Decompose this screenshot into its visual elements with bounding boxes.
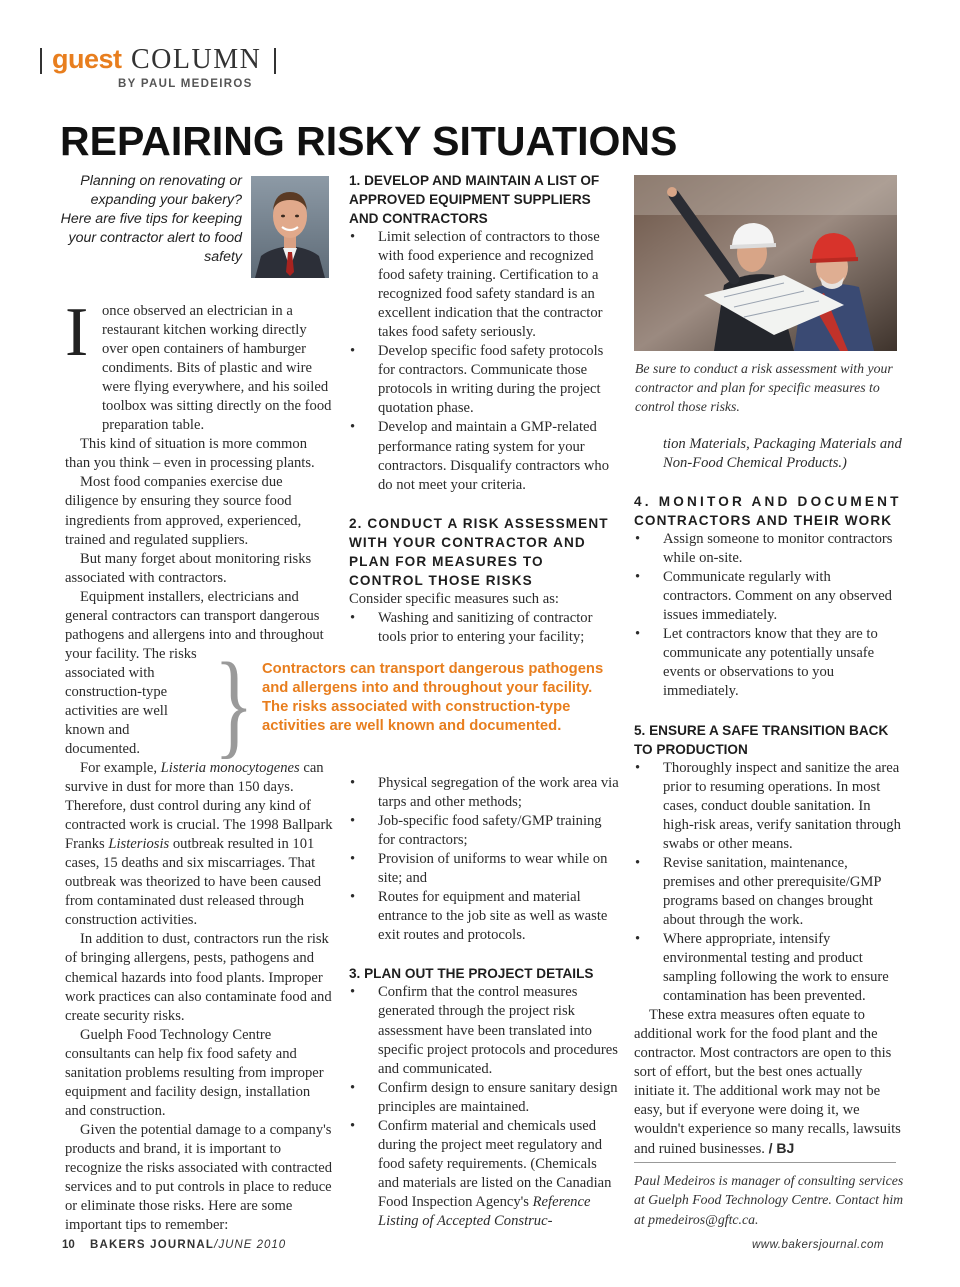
column-2-upper	[349, 171, 619, 647]
byline: BY PAUL MEDEIROS	[118, 78, 253, 90]
list-item: • Washing and sanitizing of contractor tools prior to entering your facility;	[349, 609, 619, 647]
paragraph-4: But many forget about monitoring risks associated with contractors.	[65, 550, 312, 586]
author-headshot	[251, 176, 329, 278]
section-heading-3: 3. PLAN OUT THE PROJECT DETAILS	[349, 966, 594, 982]
paragraph-6: For example, Listeria monocytogenes can survive in dust for more than 150 days. Therefore, dust control during any kind of contracted work is crucial. The 1998 Ballpark Franks Listeriosis outbreak resulted in 101 cases, 15 deaths and six miscarriages. That outbreak was theorized to have been caused from contaminated dust released through construction activities.	[65, 760, 333, 929]
paragraph-5a: Equipment installers, electricians and general contractors can transport dangerous pathogens and allergens into and throughout your facility. The risks	[65, 588, 324, 662]
paragraph-1-text: once observed an electrician in a restaurant kitchen working directly over open containers of hamburger condiments. Bits of plastic and wire were flying everywhere, and his soiled toolbox was sitting directly on the food preparation table.	[102, 303, 332, 434]
intro-blurb: Planning on renovating or expanding your bakery? Here are five tips for keeping your contractor alert to food safety	[60, 173, 242, 265]
footer-left	[62, 1239, 286, 1251]
pullquote-brace-icon: }	[214, 638, 254, 769]
contractors-photo	[634, 175, 897, 351]
bio-divider	[634, 1162, 896, 1163]
list-item: • Physical segregation of the work area via tarps and other methods;	[349, 774, 619, 812]
paragraph-5b: associated with construction-type activities are well known and documented.	[65, 665, 168, 758]
list-item: • Thoroughly inspect and sanitize the area prior to resuming operations. In most cases, conduct double sanitation. In high-risk areas, verify sanitation through swabs or other means.	[634, 759, 902, 854]
list-item: • Confirm material and chemicals used during the project meet regulatory and food safety requirements. (Chemicals and materials are listed on the Canadian Food Inspection Agency's Reference Listing of Accepted Construc-	[349, 1117, 619, 1231]
list-item: • Communicate regularly with contractors. Comment on any observed issues immediately.	[634, 568, 902, 625]
list-item: • Assign someone to monitor contractors while on-site.	[634, 530, 902, 568]
guest-label: guest	[52, 44, 122, 74]
header-divider-right	[274, 48, 276, 74]
paragraph-1	[65, 294, 333, 435]
column-1-narrow	[65, 664, 177, 759]
author-bio: Paul Medeiros is manager of consulting services at Guelph Food Technology Centre. Contact him at pmedeiros@gftc.ca.	[634, 1173, 904, 1227]
page-number: 10	[62, 1239, 75, 1251]
continued-text: tion Materials, Packaging Materials and Non-Food Chemical Products.)	[663, 436, 902, 472]
page-title: REPAIRING RISKY SITUATIONS	[60, 118, 678, 164]
list-item: • Routes for equipment and material entrance to the job site as well as waste exit routes and protocols.	[349, 888, 619, 945]
issue-date: /JUNE 2010	[214, 1239, 287, 1251]
website-link[interactable]: www.bakersjournal.com	[752, 1239, 884, 1251]
column-label: COLUMN	[131, 44, 262, 75]
list-item: • Develop specific food safety protocols for contractors. Communicate those protocols in writing during the project quotation phase.	[349, 342, 619, 418]
list-item: • Limit selection of contractors to those with food experience and recognized food safety training. Certification to a recognized food safety standard is an excellent indication that the contractor takes food safety seriously.	[349, 228, 619, 342]
list-item: • Job-specific food safety/GMP training for contractors;	[349, 812, 619, 850]
section-2-lead: Consider specific measures such as:	[349, 590, 559, 607]
photo-caption: Be sure to conduct a risk assessment with your contractor and plan for specific measures to control those risks.	[635, 361, 893, 414]
column-1-lower	[65, 759, 333, 1235]
section-heading-5: 5. ENSURE A SAFE TRANSITION BACK TO PRODUCTION	[634, 722, 889, 757]
column-1	[65, 294, 333, 664]
list-item: • Let contractors know that they are to communicate any potentially unsafe events or observations to you immediately.	[634, 625, 902, 701]
paragraph-7: In addition to dust, contractors run the risk of bringing allergens, pests, pathogens and chemical hazards into food plants. Improper work practices can also contaminate food and create security risks.	[65, 931, 332, 1024]
column-3	[634, 435, 902, 1160]
list-item: • Confirm that the control measures generated through the project risk assessment have been translated into specific project protocols and procedures and communicated.	[349, 983, 619, 1078]
list-item: • Provision of uniforms to wear while on site; and	[349, 850, 619, 888]
section-heading-1: 1. DEVELOP AND MAINTAIN A LIST OF APPROVED EQUIPMENT SUPPLIERS AND CONTRACTORS	[349, 173, 600, 226]
closing-paragraph: These extra measures often equate to additional work for the food plant and the contractor. Most contractors are open to this sort of effort, but the best ones actually initiate it. The additional work may not be easy, but if everyone were doing it, we wouldn't experience so many recalls, lawsuits and ruined businesses. / BJ	[634, 1007, 901, 1158]
paragraph-2: This kind of situation is more common than you think – even in processing plants.	[65, 436, 315, 472]
list-item: • Where appropriate, intensify environmental testing and product sampling following the work to ensure contamination has been prevented.	[634, 930, 902, 1006]
header-divider-left	[40, 48, 42, 74]
paragraph-3: Most food companies exercise due diligence by ensuring they source food ingredients from approved, experienced, trained and regulated suppliers.	[65, 474, 302, 548]
sign-off: / BJ	[768, 1140, 795, 1157]
section-heading-4: 4. MONITOR AND DOCUMENT CONTRACTORS AND THEIR WORK	[634, 494, 902, 529]
list-item: • Confirm design to ensure sanitary design principles are maintained.	[349, 1079, 619, 1117]
paragraph-8: Guelph Food Technology Centre consultants can help fix food safety and sanitation problems resulting from improper equipment and facility design, installation and construction.	[65, 1026, 324, 1119]
pullquote: Contractors can transport dangerous pathogens and allergens into and throughout your facility. The risks associated with construction-type activities are well known and documented.	[262, 661, 604, 734]
paragraph-9: Given the potential damage to a company's products and brand, it is important to recognize the risks associated with contracted services and to put controls in place to reduce or eliminate those risks. Here are some important tips to remember:	[65, 1121, 333, 1234]
column-2-lower	[349, 774, 619, 1231]
drop-cap: I	[65, 294, 89, 371]
list-item: • Develop and maintain a GMP-related performance rating system for your contractors. Disqualify contractors who do not meet your criteria.	[349, 418, 619, 494]
section-heading-2: 2. CONDUCT A RISK ASSESSMENT WITH YOUR CONTRACTOR AND PLAN FOR MEASURES TO CONTROL THOSE RISKS	[349, 515, 609, 588]
list-item: • Revise sanitation, maintenance, premises and other prerequisite/GMP programs based on changes brought about through the work.	[634, 854, 902, 930]
journal-name: BAKERS JOURNAL	[90, 1239, 215, 1251]
